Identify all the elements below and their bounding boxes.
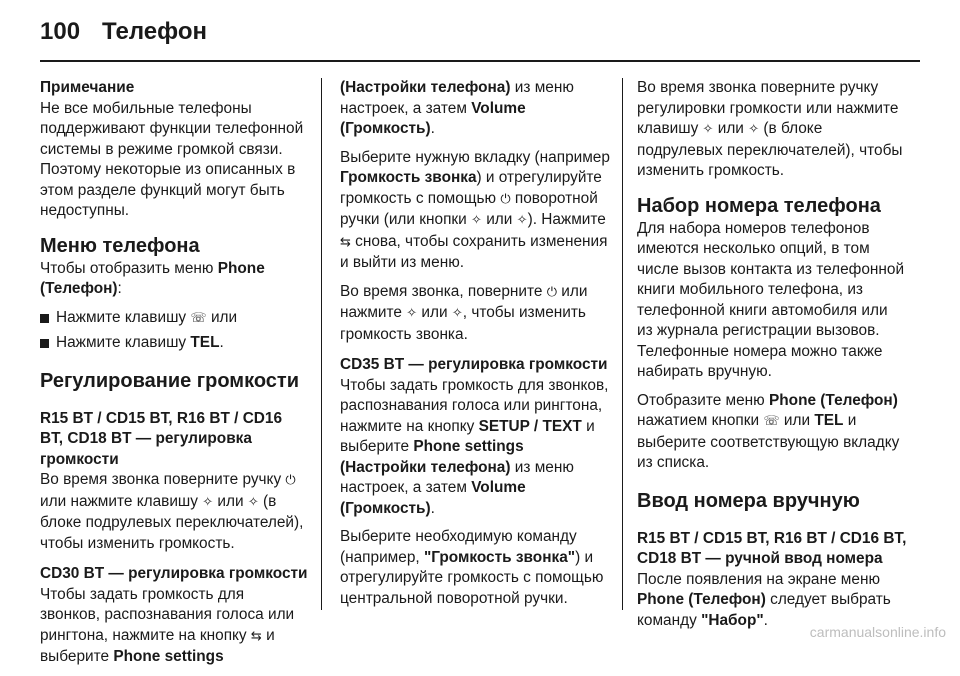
column-2 <box>340 78 610 617</box>
volume-down-icon: ✧ <box>451 306 463 321</box>
volume-up-icon: ✧ <box>471 213 482 228</box>
c3-p1: Во время звонка поверните ручку регулировки громкости или нажмите клавишу ✧ или ✧ (в блоке подрулевых переключателей), чтобы изменить громкость. <box>637 79 903 179</box>
volume-heading: Регулирование громкости <box>40 369 300 392</box>
phone-icon: ☏ <box>190 310 207 326</box>
watermark: carmanualsonline.info <box>809 624 946 640</box>
menu-intro: Чтобы отобразить меню Phone (Телефон): <box>40 259 265 297</box>
menu-icon: ⇆ <box>250 628 262 644</box>
note <box>40 78 308 222</box>
c2-p3: Во время звонка, поверните ⏻ или нажмите ✧ или ✧, чтобы изменить громкость звонка. <box>340 282 588 343</box>
knob-icon: ⏻ <box>546 284 558 300</box>
list-item: Нажмите клавишу TEL. <box>40 333 308 354</box>
bullet-square-icon <box>40 339 49 348</box>
knob-icon: ⏻ <box>500 191 511 207</box>
c3-p3: Отобразите меню Phone (Телефон) нажатием кнопки ☏ или TEL и выберите соответствующую вкладку из списка. <box>637 391 900 471</box>
menu-bullets <box>40 308 308 354</box>
volume-up-icon: ✧ <box>202 494 214 510</box>
sub1-text: Во время звонка поверните ручку ⏻ или нажмите клавишу ✧ или ✧ (в блоке подрулевых переключателей), чтобы изменить громкость. <box>40 471 304 552</box>
sub3-heading: CD35 BT — регулировка громкости <box>340 356 608 373</box>
sub1-heading: R15 BT / CD15 BT, R16 BT / CD16 BT, CD18 BT — регулировка громкости <box>40 409 283 468</box>
page-number: 100 <box>40 18 81 45</box>
c2-p2: Выберите нужную вкладку (например Громкость звонка) и отрегулируйте громкость с помощью ⏻ поворотной ручки (или кнопки ✧ или ✧). Нажмите ⇆ снова, чтобы сохранить изменения и выйти из меню. <box>340 148 610 271</box>
c3-p4: После появления на экране меню Phone (Телефон) следует выбрать команду "Набор". <box>637 570 891 629</box>
volume-up-icon: ✧ <box>406 306 418 321</box>
menu-heading: Меню телефона <box>40 234 200 257</box>
c3-p2: Для набора номеров телефонов имеются несколько опций, в том числе вызов контакта из телефонной книги мобильного телефона, из телефонной книги автомобиля или из журнала регистрации вызовов. Телефонные номера можно также набирать вручную. <box>637 219 905 380</box>
knob-icon: ⏻ <box>285 473 296 488</box>
volume-down-icon: ✧ <box>516 213 528 228</box>
page-title: Телефон <box>102 18 207 45</box>
page-header <box>40 18 207 46</box>
column-3 <box>637 78 907 639</box>
phone-icon: ☏ <box>763 414 780 429</box>
menu-icon: ⇆ <box>340 234 351 250</box>
note-text: Не все мобильные телефоны поддерживают функции телефонной системы в режиме громкой связи. Поэтому некоторые из описанных в этом разделе функций могут быть недоступны. <box>40 99 304 219</box>
note-title: Примечание <box>40 79 135 96</box>
manual-heading: Ввод номера вручную <box>637 489 860 512</box>
volume-down-icon: ✧ <box>748 122 760 137</box>
list-item: Нажмите клавишу ☏ или <box>40 308 308 330</box>
c2-p1: (Настройки телефона) из меню настроек, а затем Volume (Громкость). <box>340 79 574 137</box>
column-1 <box>40 78 308 676</box>
header-rule <box>40 60 920 62</box>
volume-up-icon: ✧ <box>702 122 714 137</box>
c2-p5: Выберите необходимую команду (например, "Громкость звонка") и отрегулируйте громкость с помощью центральной поворотной ручки. <box>340 528 604 607</box>
column-divider-2 <box>622 78 623 610</box>
sub2-heading: CD30 BT — регулировка громкости <box>40 565 308 582</box>
sub4-heading: R15 BT / CD15 BT, R16 BT / CD16 BT, CD18 BT — ручной ввод номера <box>637 529 907 567</box>
dial-heading: Набор номера телефона <box>637 194 881 217</box>
volume-down-icon: ✧ <box>247 494 259 510</box>
c2-p4: Чтобы задать громкость для звонков, распознавания голоса или рингтона, нажмите на кнопку SETUP / TEXT и выберите Phone settings (Настройки телефона) из меню настроек, а затем Volume (Громкость). <box>340 376 609 517</box>
bullet-square-icon <box>40 314 49 323</box>
column-divider-1 <box>321 78 322 610</box>
sub2-text: Чтобы задать громкость для звонков, распознавания голоса или рингтона, нажмите на кнопку ⇆ и выберите Phone settings <box>40 585 295 665</box>
